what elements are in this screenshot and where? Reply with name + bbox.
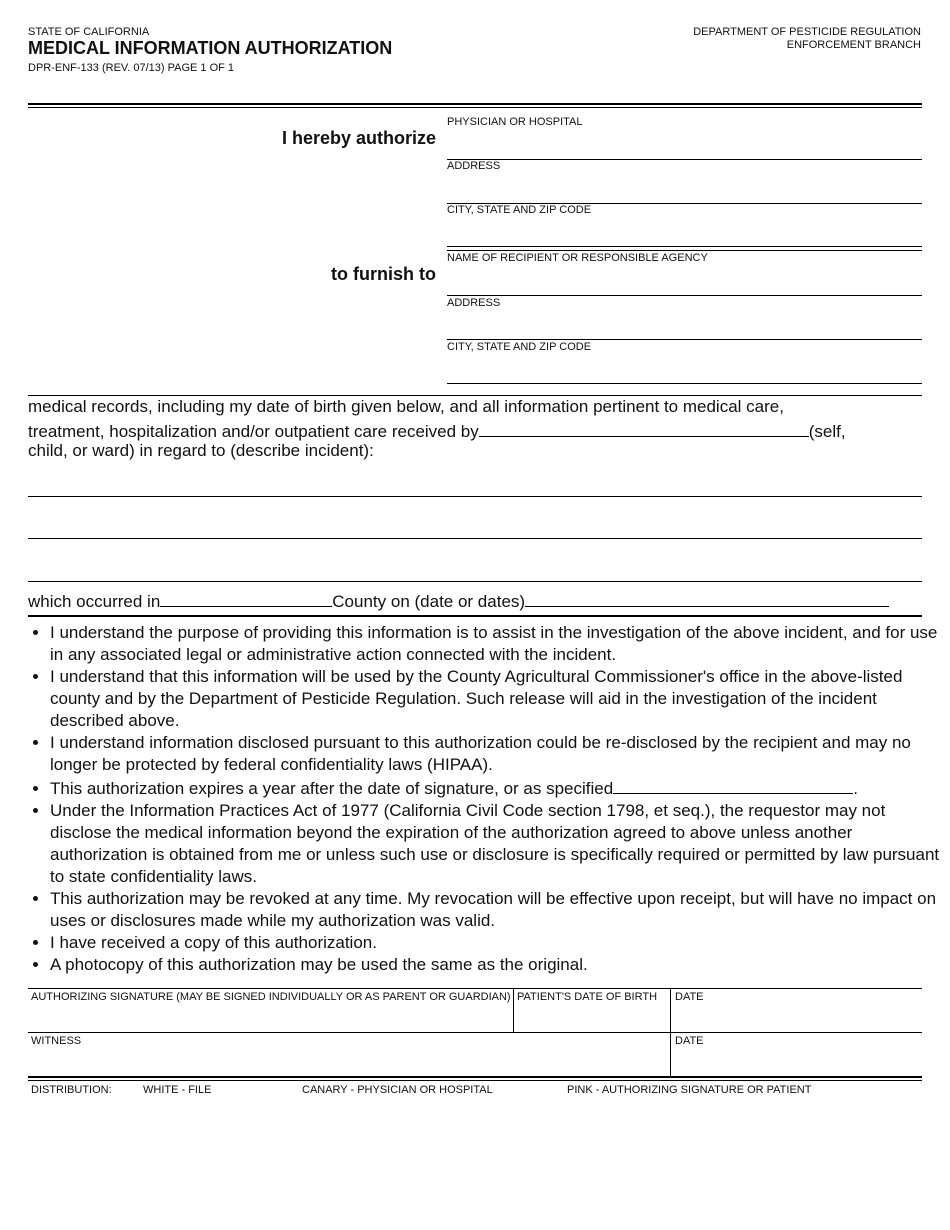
distribution-canary: CANARY - PHYSICIAN OR HOSPITAL xyxy=(302,1084,493,1096)
physician-address-label: ADDRESS xyxy=(447,160,501,172)
term-item-4-end: . xyxy=(853,779,858,798)
form-id: DPR-ENF-133 (REV. 07/13) PAGE 1 OF 1 xyxy=(28,62,235,74)
term-item-7: • I have received a copy of this authorization. xyxy=(50,932,950,954)
date-field[interactable] xyxy=(671,1004,921,1032)
county-field[interactable] xyxy=(160,589,332,607)
physician-city-label: CITY, STATE AND ZIP CODE xyxy=(447,204,592,216)
signature-top-rule xyxy=(28,988,922,989)
date2-field[interactable] xyxy=(671,1048,921,1076)
records-line-3: child, or ward) in regard to (describe incident): xyxy=(28,441,374,460)
term-item-5: • Under the Information Practices Act of 1977 (California Civil Code section 1798, et seq.), the requestor may not disclose the medical information beyond the expiration of the authorization agreed to above unless another authorization is obtained from me or unless such use or disclosure is specifically required or permitted by law pursuant to state confidentiality laws. xyxy=(50,800,950,888)
term-item-4-text: This authorization expires a year after the date of signature, or as specified xyxy=(50,779,614,798)
physician-field[interactable] xyxy=(447,159,922,160)
county-label: County on (date or dates) xyxy=(332,592,526,611)
expiration-field[interactable] xyxy=(613,776,853,794)
records-line-2-start: treatment, hospitalization and/or outpatient care received by xyxy=(28,422,479,441)
recipient-label: NAME OF RECIPIENT OR RESPONSIBLE AGENCY xyxy=(447,252,708,264)
records-line-2 xyxy=(28,419,846,442)
incident-line-1[interactable] xyxy=(28,496,922,497)
witness-field[interactable] xyxy=(28,1048,669,1076)
recipient-field[interactable] xyxy=(447,295,922,296)
top-rule-thin xyxy=(28,107,922,108)
furnish-heading: to furnish to xyxy=(331,264,436,284)
term-item-6: • This authorization may be revoked at any time. My revocation will be effective upon receipt, but will have no impact on uses or disclosures made while my authorization was valid. xyxy=(50,888,950,932)
date2-label: DATE xyxy=(675,1035,704,1047)
term-item-3: • I understand information disclosed pursuant to this authorization could be re-disclosed by the recipient and may no longer be protected by federal confidentiality laws (HIPAA). xyxy=(50,732,950,776)
section-divider xyxy=(447,250,922,251)
term-item-1: • I understand the purpose of providing this information is to assist in the investigation of the above incident, and for use in any associated legal or administrative action connected with the incident. xyxy=(50,622,950,666)
branch-label: ENFORCEMENT BRANCH xyxy=(786,39,921,51)
signature-bottom-rule xyxy=(28,1076,922,1078)
incident-line-2[interactable] xyxy=(28,538,922,539)
dates-field[interactable] xyxy=(525,589,889,607)
signature-mid-rule xyxy=(28,1032,922,1033)
recipient-city-label: CITY, STATE AND ZIP CODE xyxy=(447,341,592,353)
form-title: MEDICAL INFORMATION AUTHORIZATION xyxy=(28,38,393,58)
terms-list xyxy=(28,622,950,976)
term-item-4 xyxy=(50,776,950,800)
physician-label: PHYSICIAN OR HOSPITAL xyxy=(447,116,583,128)
dob-field[interactable] xyxy=(514,1004,669,1032)
records-rule xyxy=(28,395,922,396)
department-label: DEPARTMENT OF PESTICIDE REGULATION xyxy=(693,26,921,38)
term-item-2: • I understand that this information will be used by the County Agricultural Commissioner's office in the above-listed county and by the Department of Pesticide Regulation. Such release will aid in the investigation of the incident described above. xyxy=(50,666,950,732)
authorizing-signature-field[interactable] xyxy=(28,1004,512,1032)
distribution-pink: PINK - AUTHORIZING SIGNATURE OR PATIENT xyxy=(567,1084,812,1096)
incident-line-3[interactable] xyxy=(28,581,922,582)
date-label: DATE xyxy=(675,991,704,1003)
authorizing-signature-label: AUTHORIZING SIGNATURE (MAY BE SIGNED INDIVIDUALLY OR AS PARENT OR GUARDIAN) xyxy=(31,991,511,1003)
occurred-prefix: which occurred in xyxy=(28,592,161,611)
signature-bottom-rule-thin xyxy=(28,1080,922,1081)
occurred-rule xyxy=(28,615,922,617)
authorize-heading: I hereby authorize xyxy=(281,128,436,148)
occurred-line xyxy=(28,589,889,612)
dob-label: PATIENT'S DATE OF BIRTH xyxy=(517,991,658,1003)
patient-name-field[interactable] xyxy=(479,419,809,437)
distribution-white: WHITE - FILE xyxy=(143,1084,212,1096)
recipient-address-field[interactable] xyxy=(447,339,922,340)
term-item-8: • A photocopy of this authorization may be used the same as the original. xyxy=(50,954,950,976)
recipient-city-field[interactable] xyxy=(447,383,922,384)
records-line-2-end: (self, xyxy=(808,422,846,441)
physician-city-field[interactable] xyxy=(447,246,922,247)
distribution-label: DISTRIBUTION: xyxy=(31,1084,112,1096)
recipient-address-label: ADDRESS xyxy=(447,297,501,309)
top-rule xyxy=(28,103,922,105)
state-label: STATE OF CALIFORNIA xyxy=(28,26,150,38)
witness-label: WITNESS xyxy=(31,1035,82,1047)
records-line-1: medical records, including my date of birth given below, and all information pertinent to medical care, xyxy=(28,397,784,416)
